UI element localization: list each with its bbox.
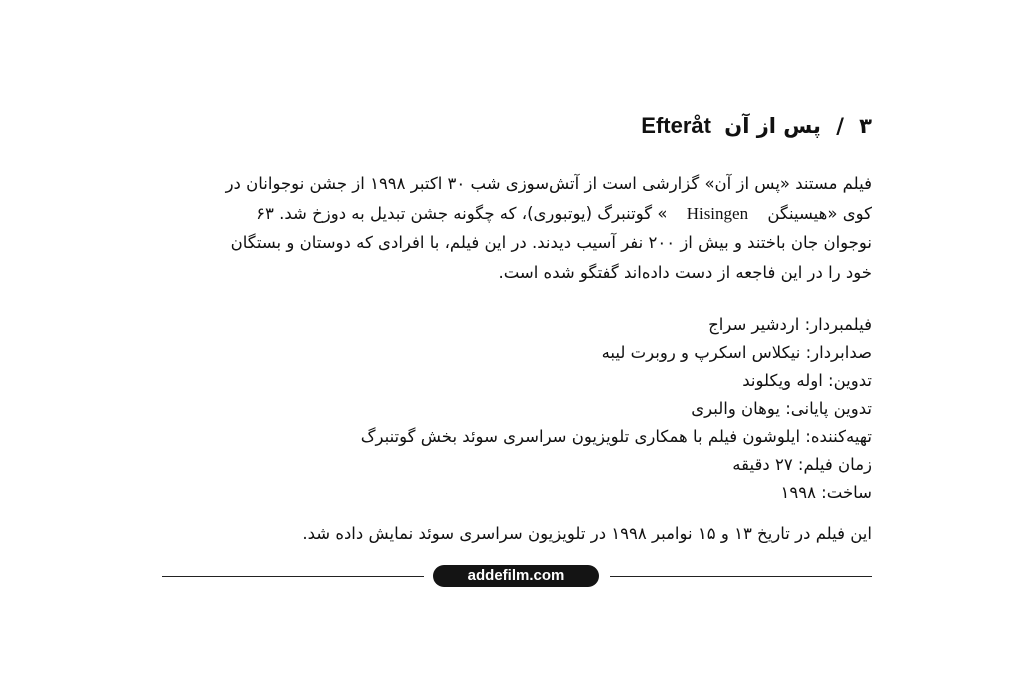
credit-year: ساخت: ۱۹۹۸ xyxy=(780,483,872,502)
credit-editing: تدوین: اوله ویکلوند xyxy=(742,371,872,390)
description-line: خود را در این فاجعه از دست داده‌اند گفتگو شده است. xyxy=(498,262,872,282)
description-line xyxy=(156,199,872,229)
credit-sound: صدابردار: نیکلاس اسکرپ و روبرت لیبه xyxy=(601,343,872,362)
website-badge: addefilm.com xyxy=(433,565,599,587)
description-paragraph xyxy=(156,169,872,287)
credit-producer: تهیه‌کننده: ایلوشون فیلم با همکاری تلویزیون سراسری سوئد بخش گوتنبرگ xyxy=(360,427,872,446)
footer-divider-left xyxy=(162,576,424,577)
credit-duration: زمان فیلم: ۲۷ دقیقه xyxy=(732,455,872,474)
persian-title: پس از آن xyxy=(724,114,821,138)
page-title xyxy=(641,113,872,139)
credit-final-editing: تدوین پایانی: یوهان والبری xyxy=(691,399,872,418)
description-text: » گوتنبرگ (یوتبوری)، که چگونه جشن تبدیل به دوزخ شد. ۶۳ xyxy=(256,203,668,223)
broadcast-note: این فیلم در تاریخ ۱۳ و ۱۵ نوامبر ۱۹۹۸ در تلویزیون سراسری سوئد نمایش داده شد. xyxy=(302,524,872,543)
footer-divider-right xyxy=(610,576,872,577)
credits-list xyxy=(361,311,872,507)
description-text: کوی «هیسینگن xyxy=(767,203,872,223)
credit-cinematographer: فیلمبردار: اردشیر سراج xyxy=(708,315,872,334)
description-line: فیلم مستند «پس از آن» گزارشی است از آتش‌سوزی شب ۳۰ اکتبر ۱۹۹۸ از جشن نوجوانان در xyxy=(225,174,872,193)
description-line: نوجوان جان باختند و بیش از ۲۰۰ نفر آسیب دیدند. در این فیلم، با افرادی که دوستان و بستگان xyxy=(230,233,872,252)
latin-title: Efteråt xyxy=(641,113,711,138)
chapter-number: ۳ xyxy=(859,114,872,138)
latin-place-name: Hisingen xyxy=(686,203,749,223)
title-separator: / xyxy=(836,114,844,138)
